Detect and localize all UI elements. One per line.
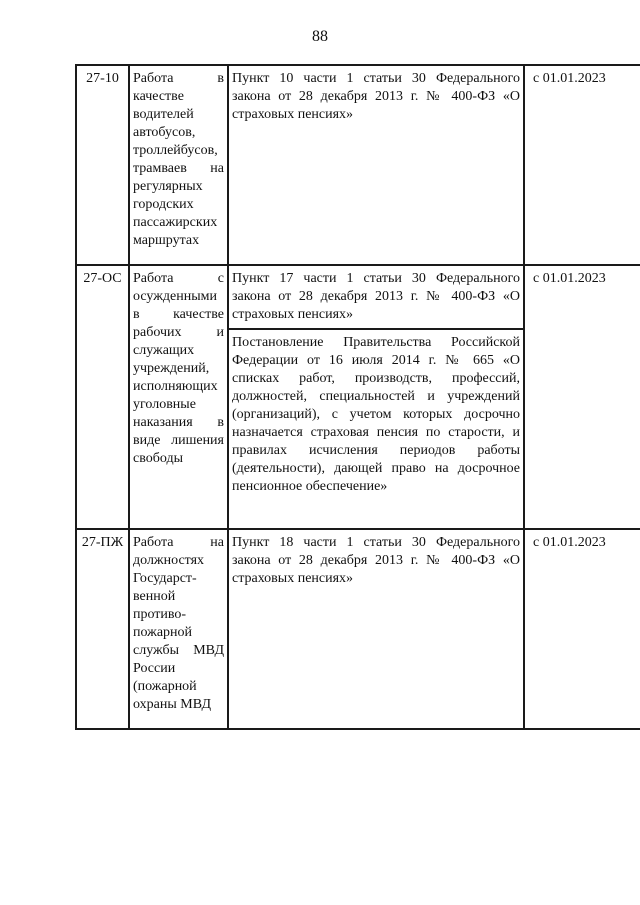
description-cell: [129, 265, 228, 529]
code-cell: 27-10: [76, 65, 129, 265]
description-cell: [129, 529, 228, 729]
code-cell: 27-ОС: [76, 265, 129, 529]
page-number: 88: [312, 28, 328, 45]
date-cell: с 01.01.2023: [524, 265, 640, 529]
date-cell: с 01.01.2023: [524, 65, 640, 265]
pension-codes-table: [75, 64, 640, 730]
description-text: Работа в качестве водителей автобусов, троллейбусов, трамваев на регулярных городских пассажирских маршрутах: [133, 71, 224, 248]
description-text: Работа на должностях Государст-венной противо-пожарной службы МВД России (пожарной охраны МВД: [133, 535, 224, 712]
description-cell: [129, 65, 228, 265]
code-cell: 27-ПЖ: [76, 529, 129, 729]
description-text: Работа с осужденными в качестве рабочих и служащих учреждений, исполняющих уголовные наказания в виде лишения свободы: [133, 271, 224, 466]
law-cell: Постановление Правительства Российской Федерации от 16 июля 2014 г. № 665 «О списках работ, производств, профессий, должностей, специальностей и учреждений (организаций), с учетом которых досрочно назначается страховая пенсия по старости, и правилах исчисления периодов работы (деятельности), дающей право на досрочное пенсионное обеспечение»: [228, 329, 524, 529]
table-row: [76, 65, 640, 265]
law-cell: Пункт 17 части 1 статьи 30 Федерального закона от 28 декабря 2013 г. № 400-ФЗ «О страховых пенсиях»: [228, 265, 524, 329]
law-cell: Пункт 18 части 1 статьи 30 Федерального закона от 28 декабря 2013 г. № 400-ФЗ «О страховых пенсиях»: [228, 529, 524, 729]
table-row: [76, 265, 640, 329]
table-row: [76, 529, 640, 729]
date-cell: с 01.01.2023: [524, 529, 640, 729]
law-cell: Пункт 10 части 1 статьи 30 Федерального закона от 28 декабря 2013 г. № 400-ФЗ «О страховых пенсиях»: [228, 65, 524, 265]
